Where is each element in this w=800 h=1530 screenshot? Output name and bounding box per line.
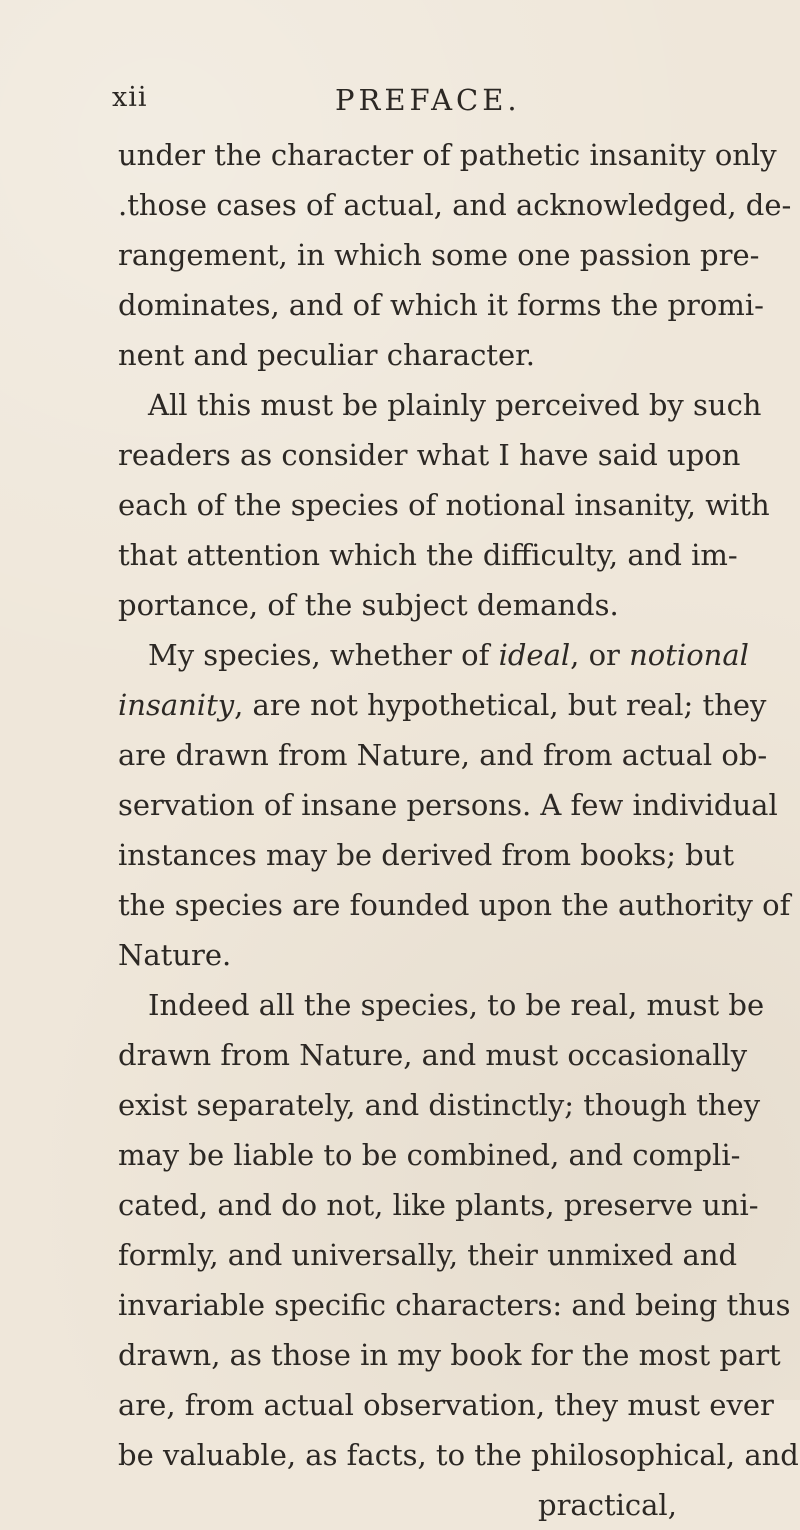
text-line: rangement, in which some one passion pre- (118, 238, 760, 272)
paragraph-start-line: All this must be plainly perceived by such (148, 388, 762, 422)
text-line: may be liable to be combined, and compli- (118, 1138, 741, 1172)
page-number: xii (112, 82, 148, 113)
preface-text (118, 130, 799, 1530)
text-segment: , are not hypothetical, but real; they (234, 688, 767, 722)
text-line (118, 680, 767, 730)
text-line: the species are founded upon the authority of (118, 888, 791, 922)
italic-term: insanity (118, 688, 235, 722)
text-line: nent and peculiar character. (118, 338, 536, 372)
text-line: portance, of the subject demands. (118, 588, 619, 622)
text-segment: , or (570, 638, 630, 672)
text-line: drawn, as those in my book for the most part (118, 1338, 781, 1372)
text-line: are, from actual observation, they must ever (118, 1388, 774, 1422)
text-line: instances may be derived from books; but (118, 838, 735, 872)
text-line: formly, and universally, their unmixed and (118, 1238, 738, 1272)
text-line: dominates, and of which it forms the promi- (118, 288, 764, 322)
catchword: practical, (538, 1488, 677, 1522)
text-line: that attention which the difficulty, and im- (118, 538, 738, 572)
italic-term: ideal (498, 638, 571, 672)
text-line: Nature. (118, 938, 232, 972)
paragraph-start-line (118, 630, 749, 680)
text-line: readers as consider what I have said upon (118, 438, 741, 472)
text-line: under the character of pathetic insanity only (118, 138, 777, 172)
text-line: servation of insane persons. A few individual (118, 788, 778, 822)
text-line: cated, and do not, like plants, preserve uni- (118, 1188, 759, 1222)
text-line: each of the species of notional insanity, with (118, 488, 770, 522)
text-line: invariable specific characters: and being thus (118, 1288, 791, 1322)
running-head: PREFACE. (335, 83, 521, 117)
text-line: be valuable, as facts, to the philosophical, and (118, 1438, 799, 1472)
text-line: .those cases of actual, and acknowledged, de- (118, 188, 792, 222)
italic-term: notional (629, 638, 749, 672)
text-segment: My species, whether of (148, 638, 499, 672)
text-line: drawn from Nature, and must occasionally (118, 1038, 748, 1072)
text-line: exist separately, and distinctly; though they (118, 1088, 761, 1122)
paragraph-start-line: Indeed all the species, to be real, must be (148, 988, 765, 1022)
text-line: are drawn from Nature, and from actual ob- (118, 738, 768, 772)
page-header (112, 82, 712, 122)
